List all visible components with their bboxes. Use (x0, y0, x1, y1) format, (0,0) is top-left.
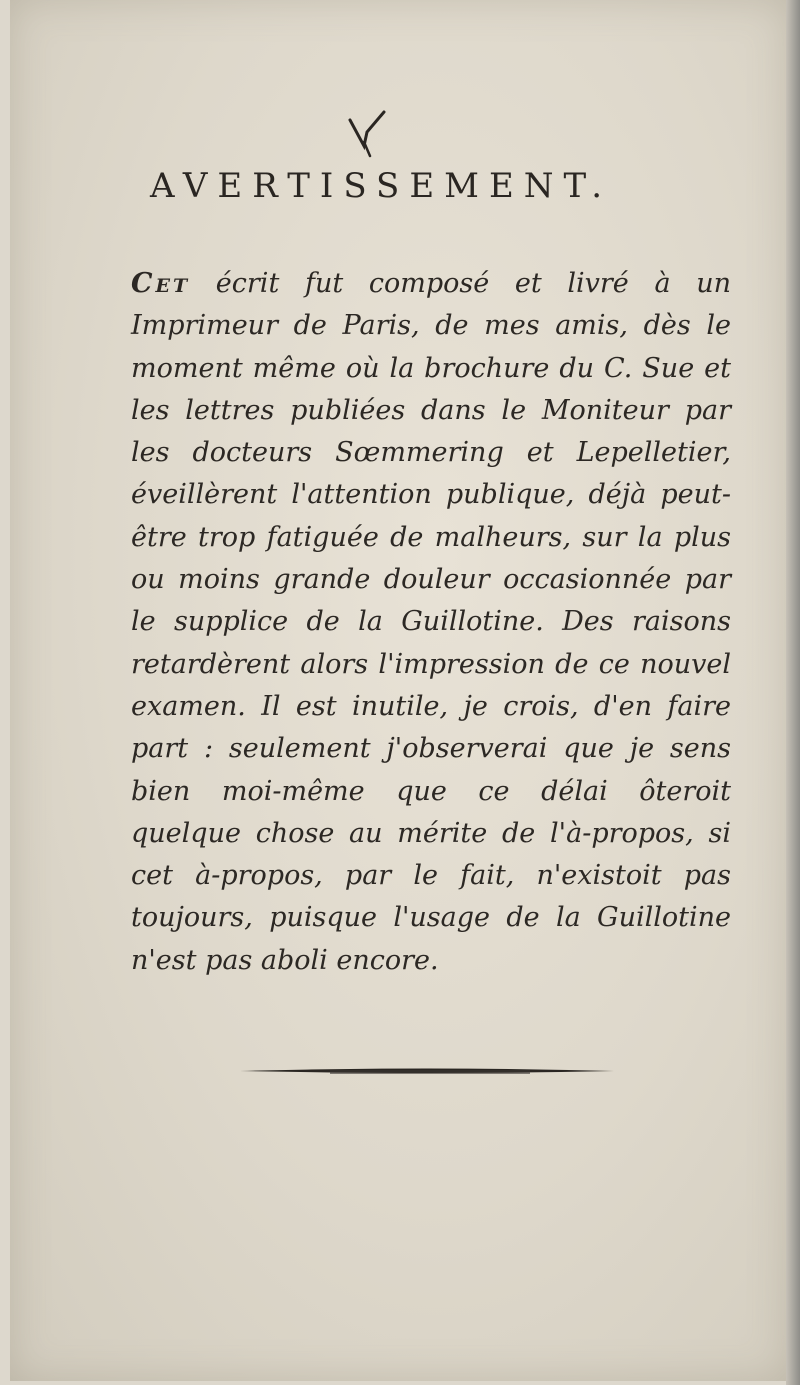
signature-mark-icon (340, 98, 390, 158)
paper-edge (786, 0, 800, 1385)
paragraph-body: écrit fut composé et livré à un Imprimeur de Paris, de mes amis, dès le moment même où la brochure du C. Sue et les lettres publiées dans le Moniteur par les docteurs Sœmmering et Lepelletier, éveillèrent l'attention publique, déjà peut-être trop fatiguée de malheurs, sur la plus ou moins grande douleur occasionnée par le supplice de la Guillotine. Des raisons retardèrent alors l'impression de ce nouvel examen. Il est inutile, je crois, d'en faire part : seulement j'observerai que je sens bien moi-même que ce délai ôteroit quelque chose au mérite de l'à-propos, si cet à-propos, par le fait, n'existoit pas toujours, puisque l'usage de la Guillotine n'est pas aboli encore. (131, 268, 731, 976)
page-title: AVERTISSEMENT. (150, 166, 613, 206)
paragraph-lead-word: Cet (131, 268, 191, 299)
notice-paragraph (131, 263, 731, 982)
decorative-rule (240, 1064, 614, 1078)
